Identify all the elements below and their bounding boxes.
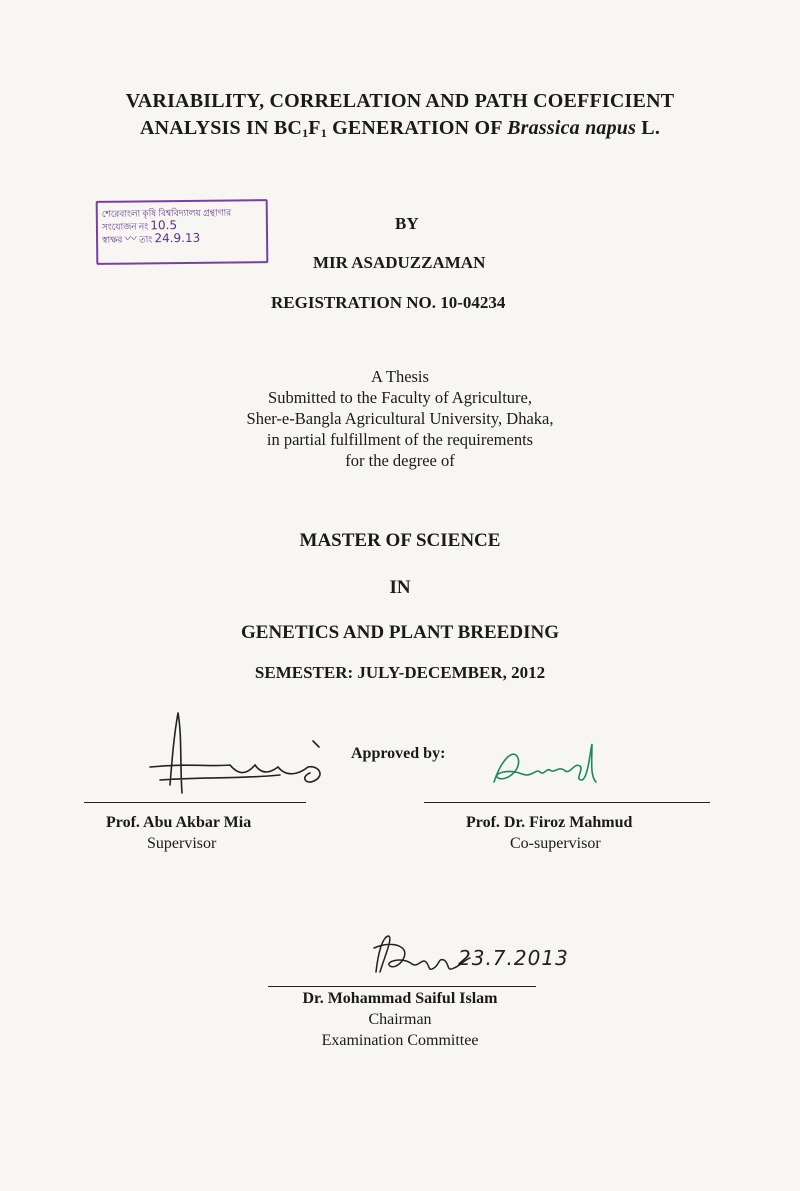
thesis-line: for the degree of [345,451,455,470]
thesis-statement [0,366,800,471]
supervisor-signature [130,705,350,800]
co-supervisor-name: Prof. Dr. Firoz Mahmud [466,814,633,831]
chairman-signature-line [268,986,536,987]
thesis-line: Sher-e-Bangla Agricultural University, Dhaka, [246,409,554,428]
thesis-line: in partial fulfillment of the requirements [266,430,534,449]
title-line-2-prefix: ANALYSIS IN BC [139,117,303,139]
thesis-line: Submitted to the Faculty of Agriculture, [268,388,532,407]
library-stamp [96,199,269,265]
author-name: MIR ASADUZZAMAN [313,253,486,272]
title-subscript-2: 1 [320,126,327,140]
title-species: Brassica napus [507,117,637,139]
in-label: IN [389,577,411,598]
by-label: BY [395,214,419,233]
title-subscript-1: 1 [302,126,309,140]
approved-by-label: Approved by: [351,745,446,762]
stamp-accession-value: 10.5 [150,218,178,233]
stamp-row-signature [102,231,262,246]
registration-number: REGISTRATION NO. 10-04234 [271,293,506,312]
stamp-signature-label: স্বাক্ষর [102,234,123,245]
title-line-2-generation: GENERATION OF [326,117,508,139]
degree-name: MASTER OF SCIENCE [299,530,501,551]
chairman-committee: Examination Committee [321,1032,479,1049]
chairman-signed-date: 23.7.2013 [458,946,569,970]
chairman-name: Dr. Mohammad Saiful Islam [302,990,498,1007]
stamp-date-label: তাং [138,234,153,245]
co-supervisor-role: Co-supervisor [510,835,601,852]
title-line-2 [0,115,800,147]
co-supervisor-signature-line [424,802,710,803]
thesis-title [0,88,800,147]
co-supervisor-signature [488,738,608,798]
semester: SEMESTER: JULY-DECEMBER, 2012 [254,663,546,682]
stamp-row-library: শেরেবাংলা কৃষি বিশ্ববিদ্যালয় গ্রন্থাগার [101,207,232,219]
chairman-role: Chairman [368,1011,432,1028]
supervisor-name: Prof. Abu Akbar Mia [106,814,252,831]
supervisor-role: Supervisor [147,835,217,852]
stamp-accession-label: সংযোজন নং [101,221,149,232]
title-line-2-suffix: L. [636,117,661,139]
title-line-1: VARIABILITY, CORRELATION AND PATH COEFFICIENT [125,90,675,112]
title-line-2-mid: F [308,117,321,139]
stamp-signature-scribble: 〰 [124,231,137,246]
department-name: GENETICS AND PLANT BREEDING [241,622,559,643]
supervisor-signature-line [84,802,306,803]
thesis-line: A Thesis [371,367,429,386]
stamp-date-value: 24.9.13 [154,230,201,246]
